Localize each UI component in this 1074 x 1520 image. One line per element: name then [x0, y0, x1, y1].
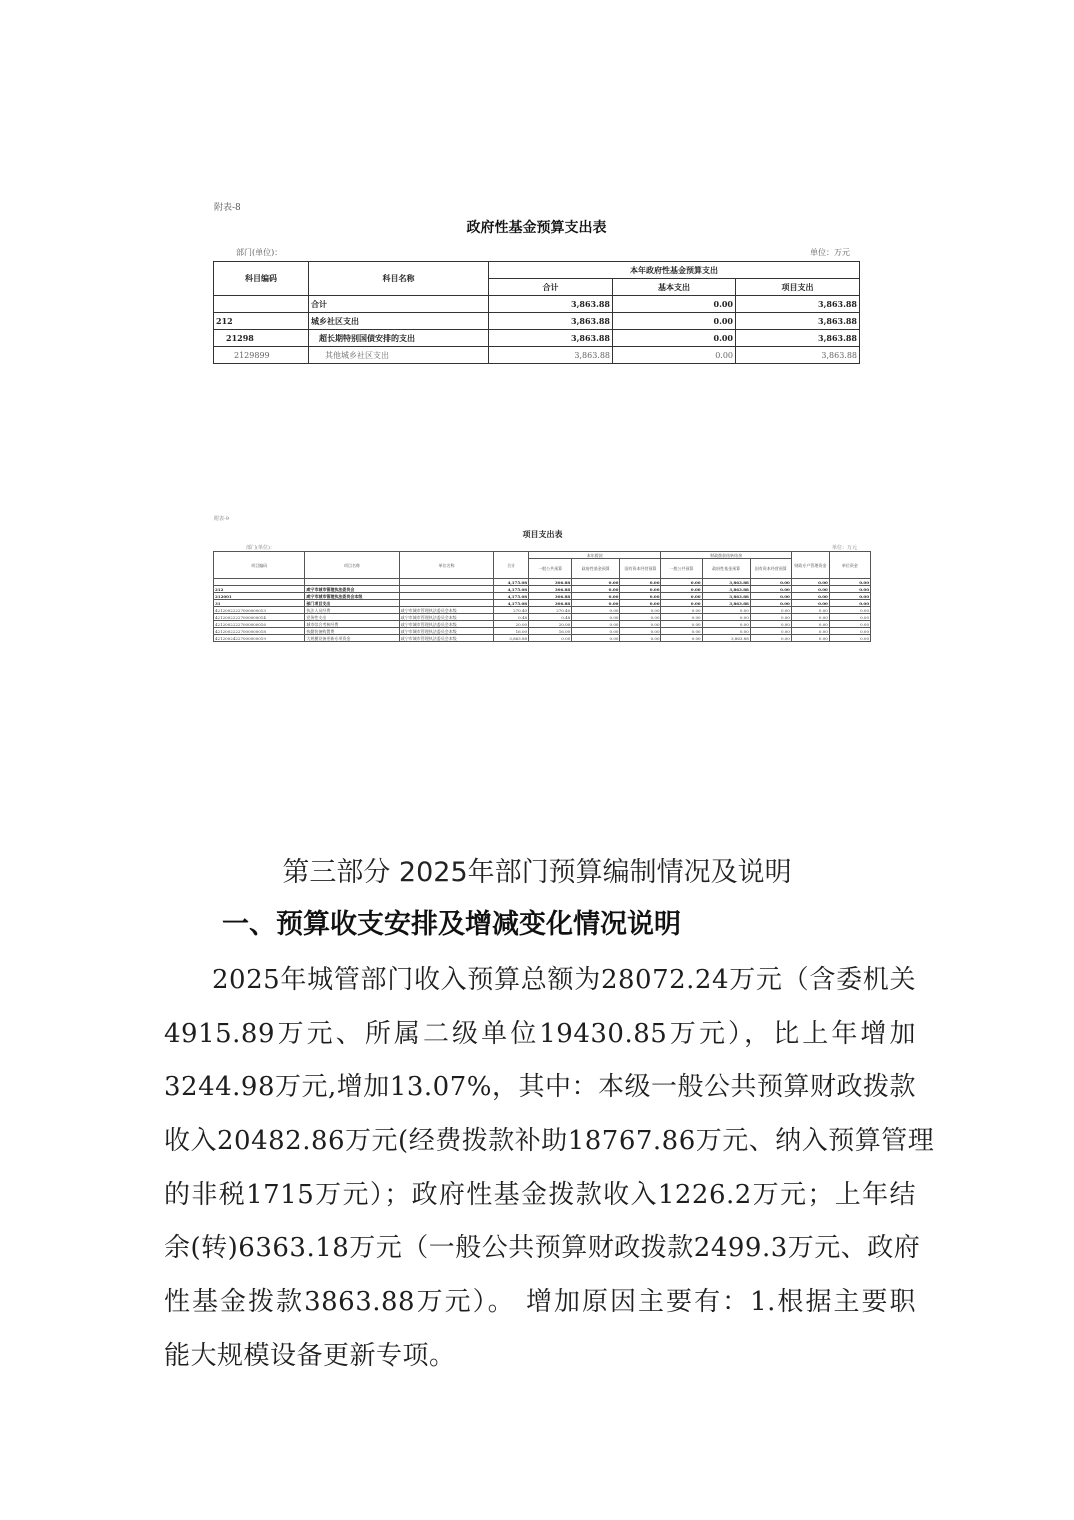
row-name: 执勤装备购置费 — [305, 628, 399, 635]
body-line: 的非税1715万元）；政府性基金拨款收入1226.2万元；上年结 — [164, 1179, 916, 1210]
row-value: 16.00 — [529, 628, 572, 635]
row-value: 0.00 — [791, 635, 829, 642]
body-line: 收入20482.86万元(经费拨款补助18767.86万元、纳入预算管理 — [164, 1126, 935, 1157]
row-basic: 0.00 — [613, 330, 736, 347]
row-name: 大规模设备更新专项资金 — [305, 635, 399, 642]
row-value: 3,863.88 — [494, 635, 529, 642]
project-expenditure-table — [213, 551, 871, 642]
row-value: 0.00 — [572, 614, 620, 621]
row-total: 3,863.88 — [489, 330, 613, 347]
table-row — [214, 296, 860, 313]
row-unit — [399, 600, 493, 607]
row-value: 0.00 — [572, 586, 620, 593]
row-code: 31 — [214, 600, 305, 607]
table-row — [214, 614, 871, 621]
row-value: 0.00 — [620, 593, 661, 600]
table-row — [214, 586, 871, 593]
table2-dept-label: 部门(单位)： — [246, 545, 275, 551]
t2-header-carry: 财政拨款结转结余 — [661, 552, 791, 559]
part-title: 第三部分 2025年部门预算编制情况及说明 — [282, 857, 792, 888]
row-value: 4,175.08 — [494, 593, 529, 600]
row-basic: 0.00 — [613, 296, 736, 313]
row-value: 0.00 — [750, 628, 791, 635]
row-code: 212 — [214, 313, 309, 330]
row-unit: 咸宁市城市管理执法委员会本级 — [399, 607, 493, 614]
body-line: 性基金拨款3863.88万元）。 增加原因主要有：1.根据主要职 — [164, 1287, 916, 1318]
row-code — [214, 579, 305, 586]
table1-title: 政府性基金预算支出表 — [466, 220, 607, 236]
row-value: 20.00 — [494, 621, 529, 628]
row-value: 0.00 — [829, 635, 870, 642]
row-code: 42120022227000000014 — [214, 614, 305, 621]
row-value: 20.00 — [529, 621, 572, 628]
row-value: 306.88 — [529, 586, 572, 593]
t2-header-unitfund: 单位资金 — [829, 552, 870, 579]
table-row — [214, 347, 860, 364]
row-value: 0.00 — [791, 621, 829, 628]
row-value: 16.00 — [494, 628, 529, 635]
row-value: 0.00 — [661, 586, 702, 593]
row-total: 3,863.88 — [489, 296, 613, 313]
row-value: 270.40 — [529, 607, 572, 614]
row-value: 0.00 — [572, 600, 620, 607]
row-name: 咸宁市城市管理执法委员会 — [305, 586, 399, 593]
row-value: 306.88 — [529, 579, 572, 586]
row-value: 0.00 — [661, 628, 702, 635]
row-name: 城市综合考核经费 — [305, 621, 399, 628]
row-project: 3,863.88 — [736, 296, 860, 313]
row-value: 0.00 — [829, 614, 870, 621]
t2-header-c4: 一般公共预算 — [661, 559, 702, 579]
row-value: 0.00 — [620, 621, 661, 628]
row-value: 4,175.08 — [494, 579, 529, 586]
t2-header-code: 项目编码 — [214, 552, 305, 579]
table1-unit-label: 单位：万元 — [810, 248, 850, 257]
row-value: 0.00 — [620, 600, 661, 607]
row-code: 212 — [214, 586, 305, 593]
row-value: 0.00 — [750, 635, 791, 642]
table1-tag: 附表-8 — [214, 203, 241, 213]
row-value: 306.88 — [529, 593, 572, 600]
row-value: 0.00 — [791, 614, 829, 621]
row-value: 0.00 — [702, 614, 750, 621]
row-value: 0.00 — [750, 593, 791, 600]
row-code: 42120022227000000013 — [214, 607, 305, 614]
row-value: 0.00 — [572, 607, 620, 614]
row-value: 3,863.88 — [702, 593, 750, 600]
row-value: 0.00 — [572, 635, 620, 642]
row-basic: 0.00 — [613, 347, 736, 364]
row-value: 4,175.08 — [494, 600, 529, 607]
gov-fund-expenditure-table — [213, 261, 860, 364]
row-value: 3,863.88 — [702, 635, 750, 642]
row-value: 0.00 — [702, 607, 750, 614]
row-name: 其他城乡社区支出 — [309, 347, 489, 364]
row-value: 0.00 — [750, 586, 791, 593]
row-value: 0.00 — [791, 593, 829, 600]
row-value: 0.00 — [620, 628, 661, 635]
row-value: 0.00 — [620, 614, 661, 621]
row-value: 0.00 — [572, 579, 620, 586]
row-value: 0.00 — [661, 593, 702, 600]
header-code: 科目编码 — [214, 262, 309, 296]
t2-header-unit: 单位名称 — [399, 552, 493, 579]
table-row — [214, 579, 871, 586]
row-value: 0.00 — [572, 621, 620, 628]
row-value: 0.00 — [829, 586, 870, 593]
row-value: 0.00 — [829, 579, 870, 586]
row-total: 3,863.88 — [489, 347, 613, 364]
t2-body — [214, 579, 871, 642]
row-unit: 咸宁市城市管理执法委员会本级 — [399, 635, 493, 642]
row-unit: 咸宁市城市管理执法委员会本级 — [399, 621, 493, 628]
t2-header-c2: 政府性基金预算 — [572, 559, 620, 579]
table-row — [214, 330, 860, 347]
t2-header-c1: 一般公共预算 — [529, 559, 572, 579]
body-line: 4915.89万元、所属二级单位19430.85万元），比上年增加 — [164, 1018, 916, 1049]
row-value: 0.00 — [661, 614, 702, 621]
row-value: 0.00 — [620, 586, 661, 593]
body-line: 余(转)6363.18万元（一般公共预算财政拨款2499.3万元、政府 — [164, 1233, 921, 1264]
row-unit: 咸宁市城市管理执法委员会本级 — [399, 614, 493, 621]
row-value: 0.00 — [529, 635, 572, 642]
table-row — [214, 635, 871, 642]
row-value: 0.00 — [829, 621, 870, 628]
row-value: 306.88 — [529, 600, 572, 607]
table-row — [214, 593, 871, 600]
row-value: 0.00 — [661, 607, 702, 614]
row-value: 0.00 — [572, 628, 620, 635]
row-name: 超长期特别国债安排的支出 — [309, 330, 489, 347]
row-value: 0.00 — [791, 600, 829, 607]
row-value: 0.00 — [661, 621, 702, 628]
header-project: 项目支出 — [736, 279, 860, 296]
row-value: 0.00 — [620, 607, 661, 614]
row-value: 0.00 — [829, 600, 870, 607]
row-code: 21298 — [214, 330, 309, 347]
row-value: 0.00 — [829, 628, 870, 635]
body-line: 3244.98万元,增加13.07%，其中：本级一般公共预算财政拨款 — [164, 1072, 916, 1103]
row-name: 城乡社区支出 — [309, 313, 489, 330]
row-value: 3,863.88 — [702, 579, 750, 586]
row-unit: 咸宁市城市管理执法委员会本级 — [399, 628, 493, 635]
row-value: 0.48 — [529, 614, 572, 621]
t2-header-current: 本年拨款 — [529, 552, 661, 559]
body-line: 2025年城管部门收入预算总额为28072.24万元（含委机关 — [212, 965, 916, 995]
row-total: 3,863.88 — [489, 313, 613, 330]
row-code — [214, 296, 309, 313]
t2-header-name: 项目名称 — [305, 552, 399, 579]
section-title: 一、预算收支安排及增减变化情况说明 — [222, 909, 681, 940]
table2-unit-label: 单位：万元 — [832, 545, 858, 551]
row-value: 0.00 — [661, 635, 702, 642]
row-name: 合计 — [309, 296, 489, 313]
row-unit — [399, 586, 493, 593]
header-name: 科目名称 — [309, 262, 489, 296]
row-project: 3,863.88 — [736, 347, 860, 364]
row-value: 0.00 — [702, 621, 750, 628]
table-row — [214, 628, 871, 635]
row-value: 0.00 — [791, 579, 829, 586]
table1-dept-label: 部门(单位)： — [236, 248, 283, 257]
row-value: 0.00 — [750, 579, 791, 586]
row-code: 42120022227000000018 — [214, 628, 305, 635]
table-row — [214, 621, 871, 628]
row-value: 0.48 — [494, 614, 529, 621]
row-value: 0.00 — [620, 579, 661, 586]
table2-title: 项目支出表 — [522, 529, 563, 539]
row-code: 2129899 — [214, 347, 309, 364]
row-name: 部门项目支出 — [305, 600, 399, 607]
header-group: 本年政府性基金预算支出 — [489, 262, 860, 279]
row-value: 0.00 — [702, 628, 750, 635]
row-value: 0.00 — [791, 628, 829, 635]
row-code: 42120022227000000016 — [214, 621, 305, 628]
t2-header-c5: 政府性基金预算 — [702, 559, 750, 579]
row-project: 3,863.88 — [736, 313, 860, 330]
row-value: 0.00 — [661, 579, 702, 586]
row-value: 0.00 — [572, 593, 620, 600]
row-value: 0.00 — [750, 607, 791, 614]
row-value: 0.00 — [750, 614, 791, 621]
row-project: 3,863.88 — [736, 330, 860, 347]
header-total: 合计 — [489, 279, 613, 296]
row-code: 212001 — [214, 593, 305, 600]
row-value: 4,175.08 — [494, 586, 529, 593]
row-value: 0.00 — [791, 586, 829, 593]
row-value: 0.00 — [750, 600, 791, 607]
table2-tag: 附表-9 — [214, 516, 229, 522]
row-name — [305, 579, 399, 586]
header-basic: 基本支出 — [613, 279, 736, 296]
row-name: 执法人员经费 — [305, 607, 399, 614]
row-value: 0.00 — [829, 607, 870, 614]
row-value: 0.00 — [791, 607, 829, 614]
row-unit — [399, 579, 493, 586]
row-value: 0.00 — [750, 621, 791, 628]
row-value: 270.40 — [494, 607, 529, 614]
row-name: 咸宁市城市管理执法委员会本级 — [305, 593, 399, 600]
table-row — [214, 600, 871, 607]
table-row — [214, 607, 871, 614]
row-unit — [399, 593, 493, 600]
t2-header-c6: 国有资本经营预算 — [750, 559, 791, 579]
row-value: 0.00 — [620, 635, 661, 642]
row-value: 3,863.88 — [702, 586, 750, 593]
row-value: 3,863.88 — [702, 600, 750, 607]
body-paragraph — [164, 954, 935, 1384]
row-code: 42120024227000000019 — [214, 635, 305, 642]
row-value: 0.00 — [661, 600, 702, 607]
body-line: 能大规模设备更新专项。 — [164, 1340, 456, 1371]
t2-header-c3: 国有资本经营预算 — [620, 559, 661, 579]
row-basic: 0.00 — [613, 313, 736, 330]
row-value: 0.00 — [829, 593, 870, 600]
row-name: 党务性支出 — [305, 614, 399, 621]
t2-header-total: 合计 — [494, 552, 529, 579]
t2-header-special: 财政专户管理资金 — [791, 552, 829, 579]
table-row — [214, 313, 860, 330]
